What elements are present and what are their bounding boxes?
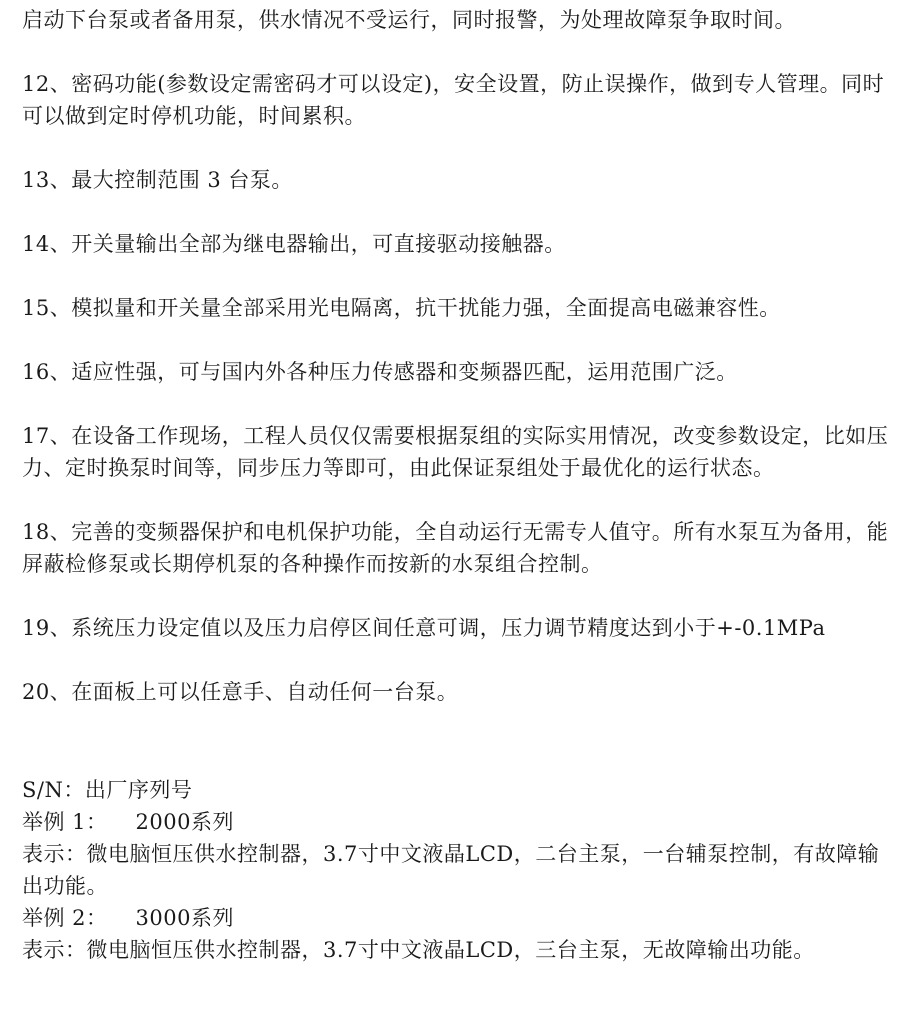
paragraph-15: 15、模拟量和开关量全部采用光电隔离，抗干扰能力强，全面提高电磁兼容性。 — [22, 296, 781, 320]
example-1-heading — [22, 806, 892, 838]
example-2-value: 3000系列 — [135, 906, 234, 930]
paragraph-20: 20、在面板上可以任意手、自动任何一台泵。 — [22, 680, 459, 704]
paragraph-19: 19、系统压力设定值以及压力启停区间任意可调，压力调节精度达到小于+-0.1MPa — [22, 616, 826, 640]
serial-number-label: S/N：出厂序列号 — [22, 778, 193, 802]
section-spacer — [22, 740, 892, 774]
example-1-label: 举例 1： — [22, 810, 108, 834]
paragraph-17: 17、在设备工作现场，工程人员仅仅需要根据泵组的实际实用情况，改变参数设定，比如压力、定时换泵时间等，同步压力等即可，由此保证泵组处于最优化的运行状态。 — [22, 424, 889, 480]
example-1-value: 2000系列 — [135, 810, 234, 834]
paragraph-14: 14、开关量输出全部为继电器输出，可直接驱动接触器。 — [22, 232, 566, 256]
paragraph-13: 13、最大控制范围 3 台泵。 — [22, 168, 293, 192]
paragraph-18: 18、完善的变频器保护和电机保护功能，全自动运行无需专人值守。所有水泵互为备用，能屏蔽检修泵或长期停机泵的各种操作而按新的水泵组合控制。 — [22, 520, 889, 576]
paragraph-12: 12、密码功能(参数设定需密码才可以设定)，安全设置，防止误操作，做到专人管理。同时可以做到定时停机功能，时间累积。 — [22, 72, 885, 128]
example-1-description: 表示：微电脑恒压供水控制器，3.7寸中文液晶LCD，二台主泵，一台辅泵控制，有故障输出功能。 — [22, 842, 880, 898]
paragraph-16: 16、适应性强，可与国内外各种压力传感器和变频器匹配，运用范围广泛。 — [22, 360, 738, 384]
example-2-description: 表示：微电脑恒压供水控制器，3.7寸中文液晶LCD，三台主泵，无故障输出功能。 — [22, 938, 815, 962]
paragraph-11-continued: 启动下台泵或者备用泵，供水情况不受运行，同时报警，为处理故障泵争取时间。 — [22, 8, 796, 32]
example-2-heading — [22, 902, 892, 934]
example-2-label: 举例 2： — [22, 906, 108, 930]
